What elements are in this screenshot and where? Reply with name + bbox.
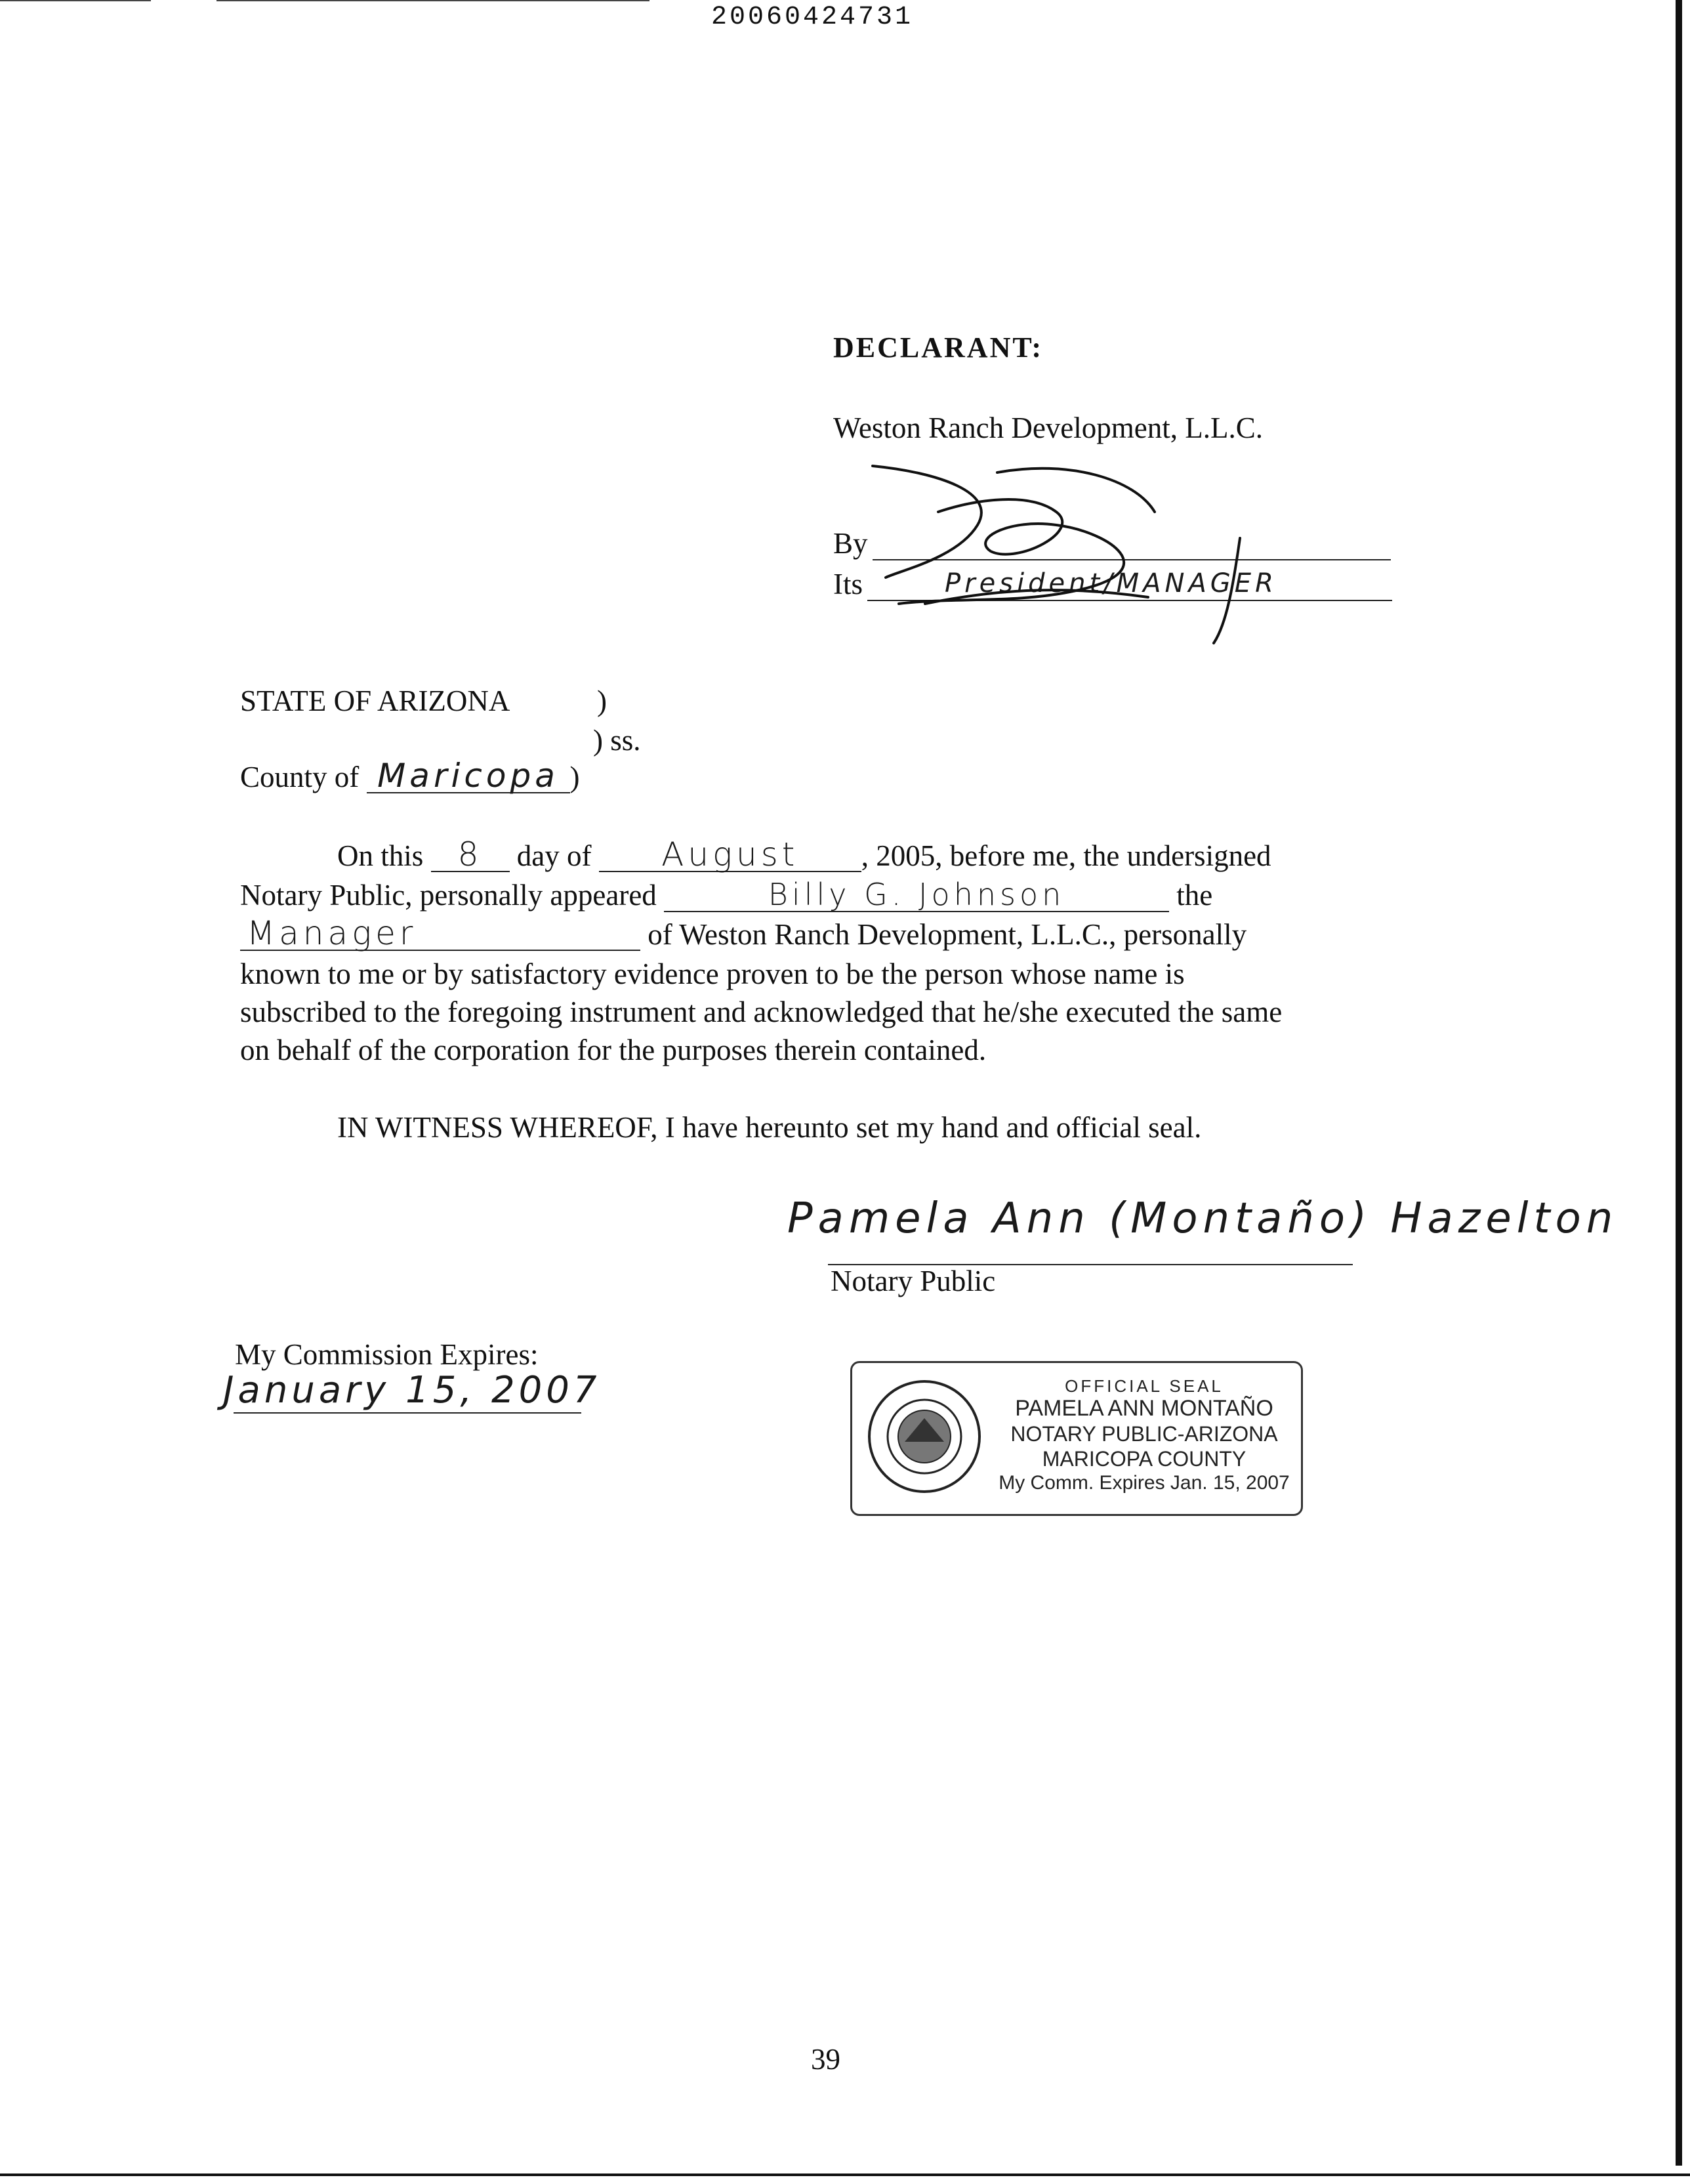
header-rule-left xyxy=(0,0,151,1)
day-value: 8 xyxy=(431,838,510,872)
document-number: 20060424731 xyxy=(711,3,914,32)
seal-line-2: PAMELA ANN MONTAÑO xyxy=(1015,1396,1273,1421)
notary-appeared-text: Notary Public, personally appeared xyxy=(240,879,657,912)
page-border-right xyxy=(1676,0,1682,2166)
venue-paren-3: ) xyxy=(569,761,580,793)
commission-expiry-value: January 15, 2007 xyxy=(223,1369,601,1412)
on-this-label: On this xyxy=(337,839,424,872)
county-label: County of xyxy=(240,761,360,793)
commission-expiry-line xyxy=(234,1412,581,1414)
the-word: the xyxy=(1176,879,1213,912)
ack-line-1 xyxy=(337,837,1271,874)
ack-line-5: subscribed to the foregoing instrument and acknowledged that he/she executed the same xyxy=(240,996,1283,1028)
seal-emblem xyxy=(867,1379,982,1494)
commission-label: My Commission Expires: xyxy=(235,1338,539,1371)
venue-paren-1: ) xyxy=(597,684,607,717)
declarant-company: Weston Ranch Development, L.L.C. xyxy=(833,411,1263,444)
venue-ss: ) ss. xyxy=(593,724,641,757)
notary-signature: Pamela Ann (Montaño) Hazelton xyxy=(787,1194,1618,1243)
page-number: 39 xyxy=(811,2043,840,2076)
venue-state: STATE OF ARIZONA xyxy=(240,684,510,717)
ack-line-3 xyxy=(240,916,1247,953)
year-text: , 2005, before me, the undersigned xyxy=(861,839,1271,872)
month-value: August xyxy=(599,838,861,872)
ack-line-3-text: of Weston Ranch Development, L.L.C., personally xyxy=(648,918,1247,951)
seal-line-5: My Comm. Expires Jan. 15, 2007 xyxy=(999,1472,1290,1494)
ack-line-6: on behalf of the corporation for the purposes therein contained. xyxy=(240,1034,987,1066)
its-title-handwritten: President/MANAGER xyxy=(945,568,1277,598)
county-value: Maricopa xyxy=(367,759,570,793)
seal-line-3: NOTARY PUBLIC-ARIZONA xyxy=(1010,1422,1278,1446)
venue-county-row xyxy=(240,759,580,795)
header-rule-mid xyxy=(216,0,649,1)
person-appeared-value: Billy G. Johnson xyxy=(664,878,1169,912)
ack-line-2 xyxy=(240,877,1212,914)
page-border-bottom xyxy=(0,2174,1690,2176)
by-label: By xyxy=(833,527,868,560)
title-value: Manager xyxy=(240,917,640,951)
day-of-label: day of xyxy=(516,839,592,872)
notary-public-label: Notary Public xyxy=(831,1265,996,1297)
notary-seal xyxy=(850,1361,1303,1516)
seal-line-4: MARICOPA COUNTY xyxy=(1042,1447,1247,1471)
seal-line-1: OFFICIAL SEAL xyxy=(1065,1376,1224,1396)
declarant-signature xyxy=(859,440,1384,650)
its-label: Its xyxy=(833,568,863,600)
ack-line-4: known to me or by satisfactory evidence proven to be the person whose name is xyxy=(240,957,1185,990)
witness-clause: IN WITNESS WHEREOF, I have hereunto set my hand and official seal. xyxy=(337,1111,1202,1144)
declarant-heading: DECLARANT: xyxy=(833,331,1044,364)
